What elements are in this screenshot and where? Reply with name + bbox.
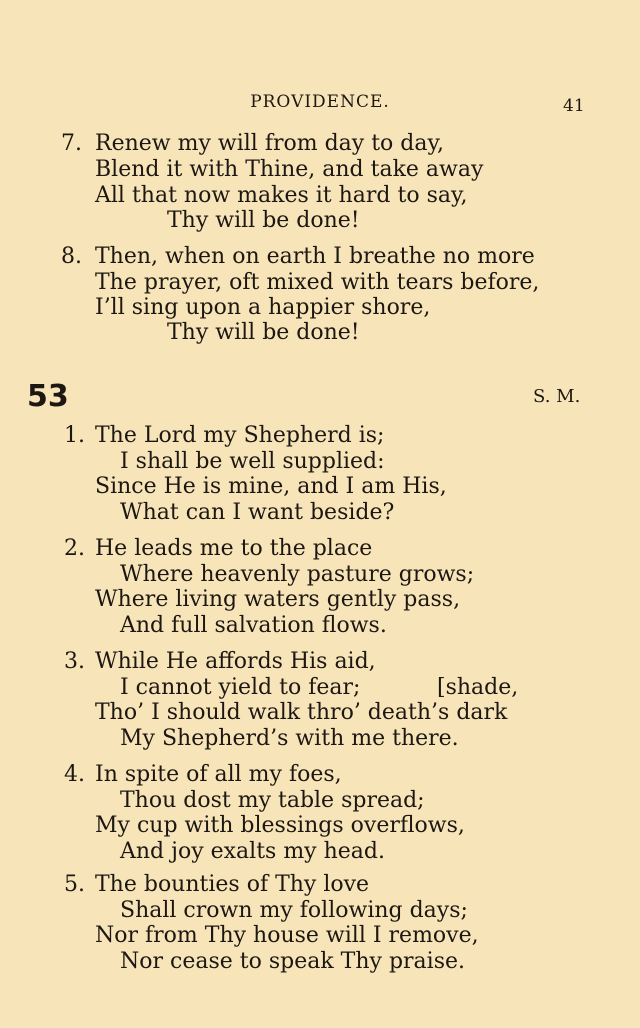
- verse-line: The prayer, oft mixed with tears before,: [95, 270, 540, 295]
- verse-line: All that now makes it hard to say,: [95, 183, 468, 208]
- verse-line: Where living waters gently pass,: [95, 587, 461, 612]
- verse-line: He leads me to the place: [95, 536, 373, 561]
- verse-line: I’ll sing upon a happier shore,: [95, 295, 431, 320]
- page-number: 41: [563, 96, 585, 116]
- verse-line: Shall crown my following days;: [120, 898, 468, 923]
- verse-line: Then, when on earth I breathe no more: [95, 244, 535, 269]
- verse-line: The Lord my Shepherd is;: [95, 423, 385, 448]
- refrain-line: Thy will be done!: [167, 208, 360, 233]
- verse-line: I cannot yield to fear;: [120, 675, 361, 700]
- verse-line: Blend it with Thine, and take away: [95, 157, 484, 182]
- hymn-number: 53: [27, 379, 69, 414]
- stanza-number: 1.: [64, 423, 85, 448]
- verse-line: In spite of all my foes,: [95, 762, 342, 787]
- verse-line: Renew my will from day to day,: [95, 131, 444, 156]
- verse-line: I shall be well supplied:: [120, 449, 385, 474]
- verse-line: My cup with blessings overflows,: [95, 813, 465, 838]
- running-head: PROVIDENCE.: [250, 92, 390, 112]
- turnover-line: [shade,: [437, 675, 519, 700]
- stanza-number: 7.: [61, 131, 82, 156]
- verse-line: The bounties of Thy love: [95, 872, 370, 897]
- refrain-line: Thy will be done!: [167, 320, 360, 345]
- stanza-number: 3.: [64, 649, 85, 674]
- verse-line: And full salvation flows.: [120, 613, 387, 638]
- stanza-number: 2.: [64, 536, 85, 561]
- stanza-number: 5.: [64, 872, 85, 897]
- verse-line: What can I want beside?: [120, 500, 395, 525]
- verse-line: And joy exalts my head.: [120, 839, 385, 864]
- verse-line: My Shepherd’s with me there.: [120, 726, 459, 751]
- stanza-number: 8.: [61, 244, 82, 269]
- hymn-meter: S. M.: [533, 386, 581, 407]
- verse-line: While He affords His aid,: [95, 649, 376, 674]
- verse-line: Nor from Thy house will I remove,: [95, 923, 479, 948]
- verse-line: Nor cease to speak Thy praise.: [120, 949, 465, 974]
- verse-line: Since He is mine, and I am His,: [95, 474, 447, 499]
- verse-line: Thou dost my table spread;: [120, 788, 425, 813]
- verse-line: Where heavenly pasture grows;: [120, 562, 475, 587]
- verse-line: Tho’ I should walk thro’ death’s dark: [95, 700, 508, 725]
- stanza-number: 4.: [64, 762, 85, 787]
